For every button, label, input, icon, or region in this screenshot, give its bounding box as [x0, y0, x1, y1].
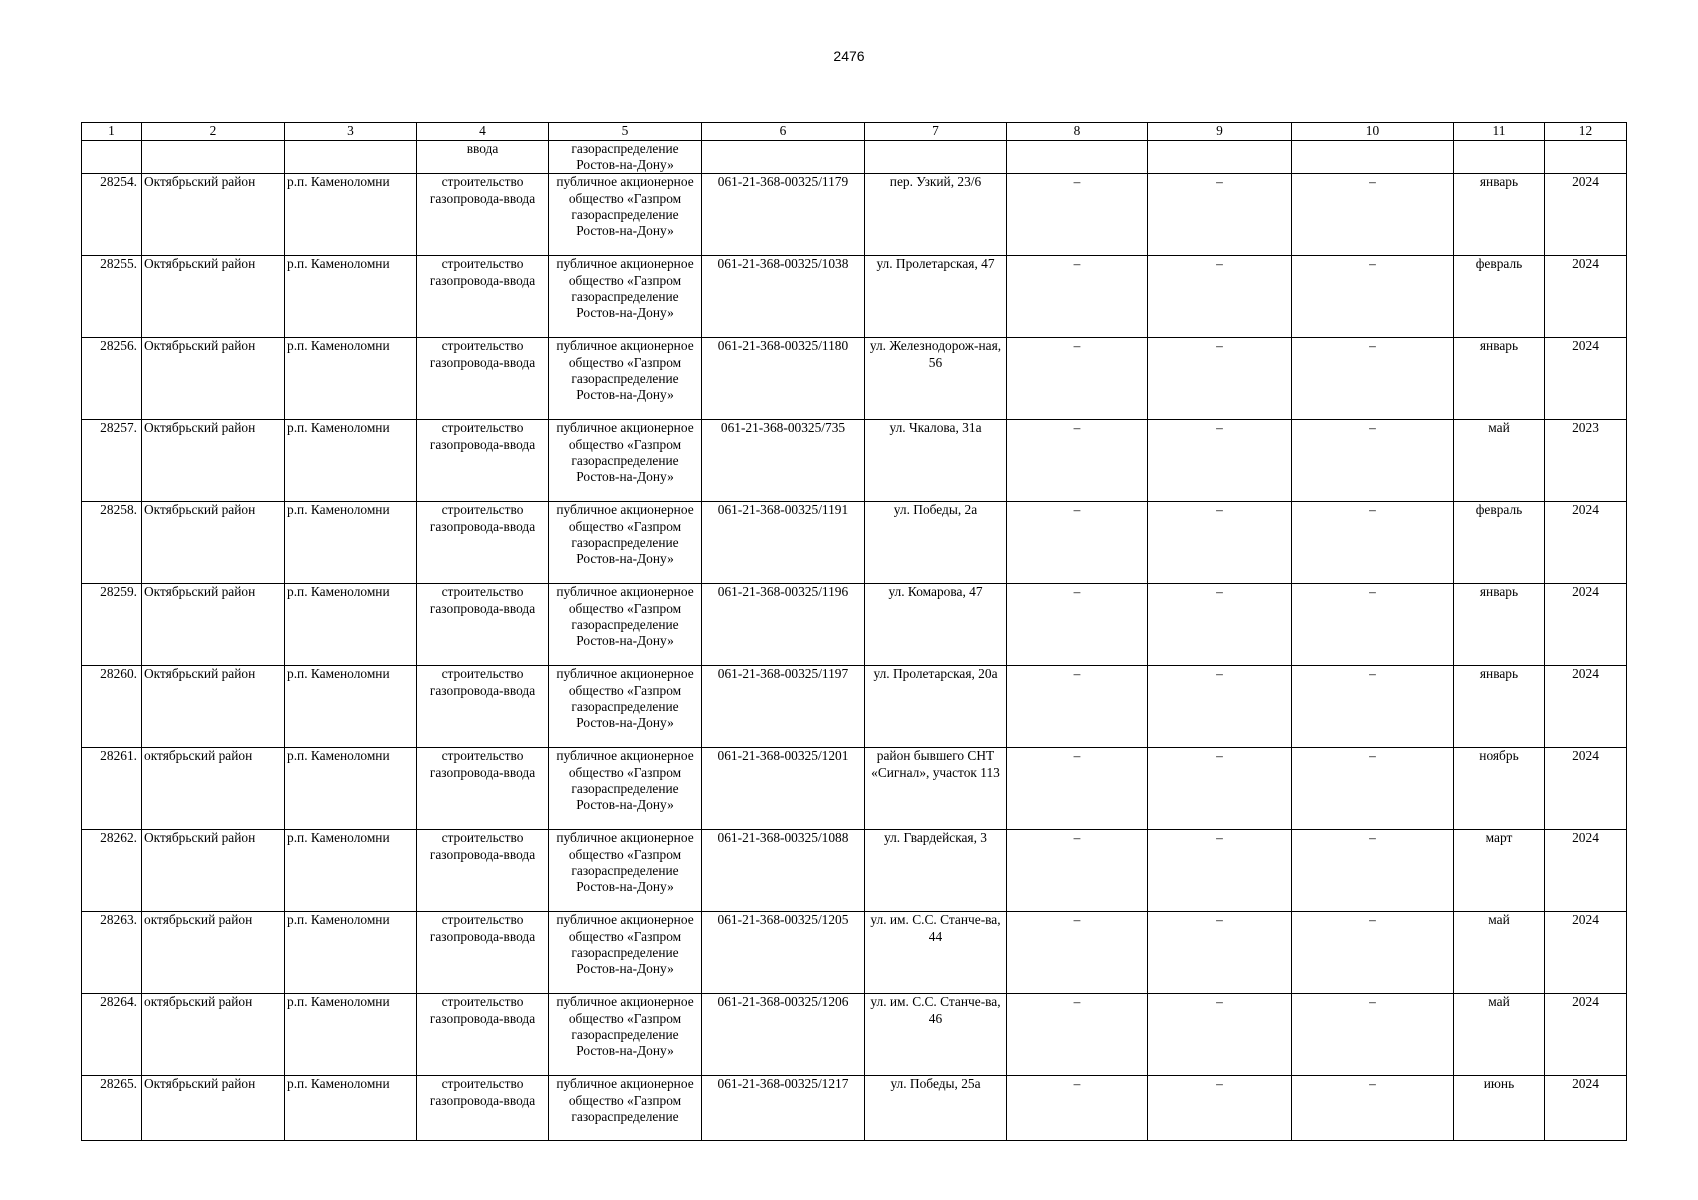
row-number-cell: 28261.	[82, 748, 142, 830]
settlement-cell: р.п. Каменоломни	[285, 338, 417, 420]
row-number-cell: 28259.	[82, 584, 142, 666]
column-10-cell: –	[1292, 338, 1454, 420]
settlement-cell: р.п. Каменоломни	[285, 256, 417, 338]
settlement-cell: р.п. Каменоломни	[285, 994, 417, 1076]
work-type-cell: строительство газопровода-ввода	[417, 830, 549, 912]
column-9-cell: –	[1148, 912, 1292, 994]
registration-code-cell: 061-21-368-00325/1217	[702, 1076, 865, 1141]
organization-cell: газораспределение Ростов-на-Дону»	[549, 141, 702, 174]
settlement-cell: р.п. Каменоломни	[285, 666, 417, 748]
work-type-cell: строительство газопровода-ввода	[417, 338, 549, 420]
registration-code-cell: 061-21-368-00325/1201	[702, 748, 865, 830]
table-cell	[285, 141, 417, 174]
table-cell	[702, 141, 865, 174]
district-cell: октябрьский район	[142, 994, 285, 1076]
column-header: 6	[702, 123, 865, 141]
address-cell: ул. Победы, 2а	[865, 502, 1007, 584]
address-cell: ул. Пролетарская, 47	[865, 256, 1007, 338]
column-8-cell: –	[1007, 994, 1148, 1076]
month-cell: январь	[1454, 338, 1545, 420]
year-cell: 2024	[1545, 666, 1627, 748]
address-cell: пер. Узкий, 23/6	[865, 174, 1007, 256]
row-number-cell: 28264.	[82, 994, 142, 1076]
column-8-cell: –	[1007, 420, 1148, 502]
column-8-cell: –	[1007, 912, 1148, 994]
year-cell: 2024	[1545, 584, 1627, 666]
row-number-cell: 28255.	[82, 256, 142, 338]
column-9-cell: –	[1148, 502, 1292, 584]
work-type-cell: ввода	[417, 141, 549, 174]
district-cell: Октябрьский район	[142, 256, 285, 338]
organization-cell: публичное акционерное общество «Газпром газораспределение Ростов-на-Дону»	[549, 830, 702, 912]
work-type-cell: строительство газопровода-ввода	[417, 174, 549, 256]
district-cell: Октябрьский район	[142, 830, 285, 912]
column-10-cell: –	[1292, 666, 1454, 748]
table-cell	[865, 141, 1007, 174]
column-10-cell: –	[1292, 256, 1454, 338]
registration-code-cell: 061-21-368-00325/1197	[702, 666, 865, 748]
registration-code-cell: 061-21-368-00325/1206	[702, 994, 865, 1076]
column-header: 12	[1545, 123, 1627, 141]
organization-cell: публичное акционерное общество «Газпром газораспределение Ростов-на-Дону»	[549, 338, 702, 420]
continuation-row	[82, 141, 1627, 174]
column-9-cell: –	[1148, 994, 1292, 1076]
table-row	[82, 584, 1627, 666]
registration-code-cell: 061-21-368-00325/1196	[702, 584, 865, 666]
document-table	[81, 122, 1627, 1141]
month-cell: февраль	[1454, 256, 1545, 338]
registration-code-cell: 061-21-368-00325/1088	[702, 830, 865, 912]
column-8-cell: –	[1007, 1076, 1148, 1141]
column-header: 10	[1292, 123, 1454, 141]
column-8-cell: –	[1007, 748, 1148, 830]
work-type-cell: строительство газопровода-ввода	[417, 502, 549, 584]
row-number-cell: 28263.	[82, 912, 142, 994]
column-header: 1	[82, 123, 142, 141]
column-9-cell: –	[1148, 338, 1292, 420]
header-row	[82, 123, 1627, 141]
address-cell: ул. им. С.С. Станче-ва, 46	[865, 994, 1007, 1076]
table-row	[82, 666, 1627, 748]
registration-code-cell: 061-21-368-00325/1205	[702, 912, 865, 994]
table-row	[82, 256, 1627, 338]
work-type-cell: строительство газопровода-ввода	[417, 420, 549, 502]
column-10-cell: –	[1292, 1076, 1454, 1141]
column-9-cell: –	[1148, 584, 1292, 666]
table-row	[82, 1076, 1627, 1141]
settlement-cell: р.п. Каменоломни	[285, 502, 417, 584]
column-8-cell: –	[1007, 174, 1148, 256]
address-cell: ул. Победы, 25а	[865, 1076, 1007, 1141]
month-cell: февраль	[1454, 502, 1545, 584]
row-number-cell: 28265.	[82, 1076, 142, 1141]
column-8-cell: –	[1007, 584, 1148, 666]
column-9-cell: –	[1148, 174, 1292, 256]
table-cell	[1292, 141, 1454, 174]
district-cell: октябрьский район	[142, 748, 285, 830]
settlement-cell: р.п. Каменоломни	[285, 584, 417, 666]
work-type-cell: строительство газопровода-ввода	[417, 994, 549, 1076]
settlement-cell: р.п. Каменоломни	[285, 174, 417, 256]
year-cell: 2024	[1545, 174, 1627, 256]
organization-cell: публичное акционерное общество «Газпром газораспределение Ростов-на-Дону»	[549, 584, 702, 666]
organization-cell: публичное акционерное общество «Газпром газораспределение Ростов-на-Дону»	[549, 912, 702, 994]
table-header	[82, 123, 1627, 141]
organization-cell: публичное акционерное общество «Газпром газораспределение Ростов-на-Дону»	[549, 748, 702, 830]
page-number: 2476	[833, 48, 865, 64]
column-8-cell: –	[1007, 830, 1148, 912]
address-cell: ул. Гвардейская, 3	[865, 830, 1007, 912]
column-10-cell: –	[1292, 830, 1454, 912]
column-9-cell: –	[1148, 420, 1292, 502]
table-cell	[1454, 141, 1545, 174]
address-cell: ул. Комарова, 47	[865, 584, 1007, 666]
year-cell: 2024	[1545, 912, 1627, 994]
column-9-cell: –	[1148, 666, 1292, 748]
organization-cell: публичное акционерное общество «Газпром газораспределение Ростов-на-Дону»	[549, 174, 702, 256]
column-header: 8	[1007, 123, 1148, 141]
district-cell: Октябрьский район	[142, 1076, 285, 1141]
year-cell: 2023	[1545, 420, 1627, 502]
row-number-cell: 28260.	[82, 666, 142, 748]
year-cell: 2024	[1545, 1076, 1627, 1141]
organization-cell: публичное акционерное общество «Газпром газораспределение Ростов-на-Дону»	[549, 420, 702, 502]
month-cell: ноябрь	[1454, 748, 1545, 830]
column-9-cell: –	[1148, 256, 1292, 338]
registration-code-cell: 061-21-368-00325/735	[702, 420, 865, 502]
work-type-cell: строительство газопровода-ввода	[417, 748, 549, 830]
table-cell	[1007, 141, 1148, 174]
row-number-cell: 28254.	[82, 174, 142, 256]
organization-cell: публичное акционерное общество «Газпром газораспределение Ростов-на-Дону»	[549, 666, 702, 748]
column-header: 11	[1454, 123, 1545, 141]
row-number-cell: 28256.	[82, 338, 142, 420]
column-9-cell: –	[1148, 748, 1292, 830]
column-8-cell: –	[1007, 666, 1148, 748]
column-10-cell: –	[1292, 994, 1454, 1076]
column-header: 5	[549, 123, 702, 141]
district-cell: Октябрьский район	[142, 174, 285, 256]
organization-cell: публичное акционерное общество «Газпром газораспределение Ростов-на-Дону»	[549, 502, 702, 584]
table-row	[82, 174, 1627, 256]
column-10-cell: –	[1292, 748, 1454, 830]
column-header: 9	[1148, 123, 1292, 141]
column-header: 3	[285, 123, 417, 141]
year-cell: 2024	[1545, 256, 1627, 338]
month-cell: январь	[1454, 174, 1545, 256]
table-row	[82, 912, 1627, 994]
month-cell: март	[1454, 830, 1545, 912]
settlement-cell: р.п. Каменоломни	[285, 830, 417, 912]
year-cell: 2024	[1545, 502, 1627, 584]
registration-code-cell: 061-21-368-00325/1038	[702, 256, 865, 338]
column-10-cell: –	[1292, 584, 1454, 666]
column-10-cell: –	[1292, 420, 1454, 502]
year-cell: 2024	[1545, 830, 1627, 912]
district-cell: Октябрьский район	[142, 584, 285, 666]
work-type-cell: строительство газопровода-ввода	[417, 1076, 549, 1141]
table-row	[82, 830, 1627, 912]
work-type-cell: строительство газопровода-ввода	[417, 584, 549, 666]
table-row	[82, 994, 1627, 1076]
year-cell: 2024	[1545, 338, 1627, 420]
table-cell	[1545, 141, 1627, 174]
column-10-cell: –	[1292, 174, 1454, 256]
settlement-cell: р.п. Каменоломни	[285, 420, 417, 502]
table-cell	[142, 141, 285, 174]
column-8-cell: –	[1007, 256, 1148, 338]
row-number-cell: 28257.	[82, 420, 142, 502]
address-cell: ул. им. С.С. Станче-ва, 44	[865, 912, 1007, 994]
district-cell: октябрьский район	[142, 912, 285, 994]
district-cell: Октябрьский район	[142, 666, 285, 748]
column-9-cell: –	[1148, 1076, 1292, 1141]
column-header: 4	[417, 123, 549, 141]
month-cell: май	[1454, 420, 1545, 502]
district-cell: Октябрьский район	[142, 338, 285, 420]
settlement-cell: р.п. Каменоломни	[285, 912, 417, 994]
column-8-cell: –	[1007, 502, 1148, 584]
column-9-cell: –	[1148, 830, 1292, 912]
address-cell: ул. Пролетарская, 20а	[865, 666, 1007, 748]
month-cell: июнь	[1454, 1076, 1545, 1141]
table-cell	[82, 141, 142, 174]
table-cell	[1148, 141, 1292, 174]
address-cell: район бывшего СНТ «Сигнал», участок 113	[865, 748, 1007, 830]
table-row	[82, 420, 1627, 502]
address-cell: ул. Чкалова, 31а	[865, 420, 1007, 502]
column-10-cell: –	[1292, 912, 1454, 994]
registration-code-cell: 061-21-368-00325/1180	[702, 338, 865, 420]
table-row	[82, 502, 1627, 584]
organization-cell: публичное акционерное общество «Газпром газораспределение	[549, 1076, 702, 1141]
organization-cell: публичное акционерное общество «Газпром газораспределение Ростов-на-Дону»	[549, 256, 702, 338]
work-type-cell: строительство газопровода-ввода	[417, 256, 549, 338]
table-row	[82, 338, 1627, 420]
year-cell: 2024	[1545, 994, 1627, 1076]
column-8-cell: –	[1007, 338, 1148, 420]
row-number-cell: 28262.	[82, 830, 142, 912]
month-cell: январь	[1454, 584, 1545, 666]
month-cell: май	[1454, 912, 1545, 994]
year-cell: 2024	[1545, 748, 1627, 830]
district-cell: Октябрьский район	[142, 420, 285, 502]
table-body	[82, 141, 1627, 1141]
registration-code-cell: 061-21-368-00325/1191	[702, 502, 865, 584]
organization-cell: публичное акционерное общество «Газпром газораспределение Ростов-на-Дону»	[549, 994, 702, 1076]
row-number-cell: 28258.	[82, 502, 142, 584]
address-cell: ул. Железнодорож-ная, 56	[865, 338, 1007, 420]
column-header: 2	[142, 123, 285, 141]
table-row	[82, 748, 1627, 830]
month-cell: май	[1454, 994, 1545, 1076]
settlement-cell: р.п. Каменоломни	[285, 1076, 417, 1141]
registration-code-cell: 061-21-368-00325/1179	[702, 174, 865, 256]
district-cell: Октябрьский район	[142, 502, 285, 584]
column-10-cell: –	[1292, 502, 1454, 584]
settlement-cell: р.п. Каменоломни	[285, 748, 417, 830]
work-type-cell: строительство газопровода-ввода	[417, 666, 549, 748]
column-header: 7	[865, 123, 1007, 141]
month-cell: январь	[1454, 666, 1545, 748]
work-type-cell: строительство газопровода-ввода	[417, 912, 549, 994]
